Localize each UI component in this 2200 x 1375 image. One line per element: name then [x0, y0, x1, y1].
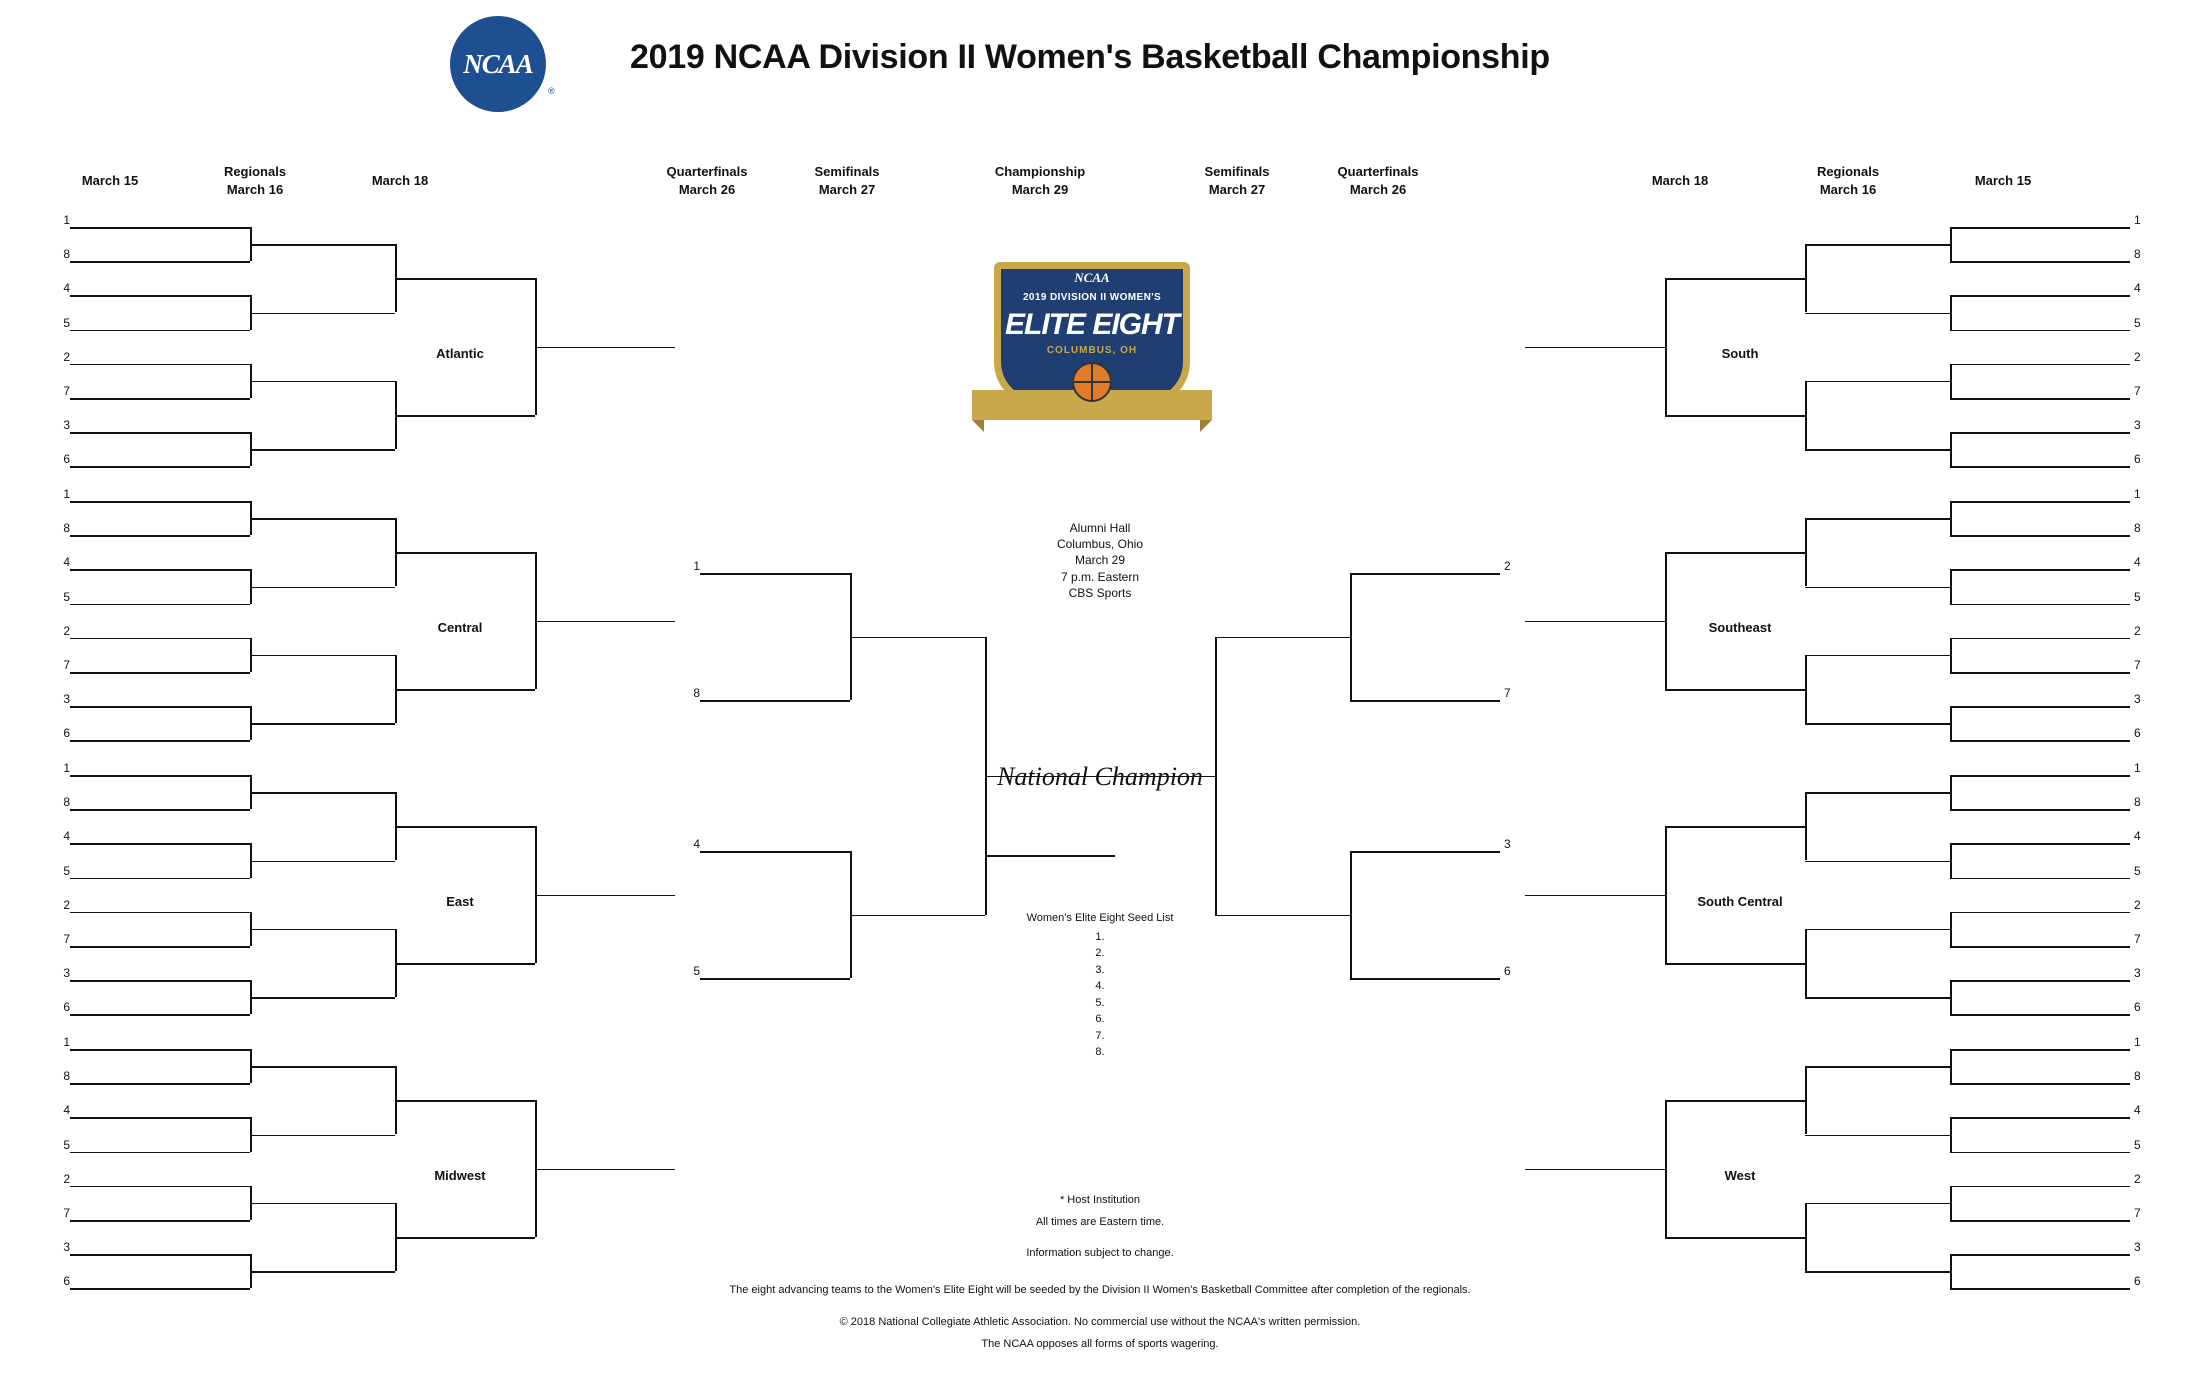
seed-list-item: 8.	[1095, 1046, 1105, 1058]
footer-seeding: The eight advancing teams to the Women's Elite Eight will be seeded by the Division II Women's Basketball Committee after completion of the regionals.	[729, 1284, 1471, 1296]
advance-line	[1665, 1100, 1805, 1102]
advance-line	[1805, 792, 1950, 794]
column-header-date: March 26	[1349, 181, 1407, 197]
bracket-connector	[1805, 655, 1807, 723]
advance-line	[250, 861, 395, 863]
bracket-connector	[1805, 1203, 1807, 1271]
seed-number-left: 8	[63, 521, 70, 536]
note-times: All times are Eastern time.	[1035, 1216, 1165, 1228]
seed-number-right: 5	[2134, 589, 2141, 604]
advance-line	[250, 313, 395, 315]
team-slot-line	[1950, 330, 2130, 332]
seed-number-right: 8	[2134, 795, 2141, 810]
advance-line	[1665, 826, 1805, 828]
quarterfinal-slot-line	[1350, 573, 1500, 575]
seed-number-right: 6	[2134, 726, 2141, 741]
team-slot-line	[70, 466, 250, 468]
team-slot-line	[1950, 1014, 2130, 1016]
advance-line	[1805, 1203, 1950, 1205]
bracket-connector	[1950, 1117, 1952, 1151]
advance-line	[395, 1237, 535, 1239]
advance-line	[395, 963, 535, 965]
team-slot-line	[70, 227, 250, 229]
quarterfinal-slot-line	[1350, 978, 1500, 980]
champion-line	[985, 855, 1115, 857]
team-slot-line	[1950, 1083, 2130, 1085]
seed-number-right: 4	[2134, 829, 2141, 844]
bracket-connector	[1950, 980, 1952, 1014]
note-host: * Host Institution	[1059, 1194, 1141, 1206]
bracket-connector	[1805, 1066, 1807, 1134]
advance-line	[250, 1135, 395, 1137]
advance-line	[250, 449, 395, 451]
advance-line	[1805, 1066, 1950, 1068]
team-slot-line	[70, 1254, 250, 1256]
seed-number-right: 7	[2134, 1206, 2141, 1220]
quarterfinal-seed-right: 3	[1504, 837, 1511, 851]
team-slot-line	[1950, 1254, 2130, 1256]
seed-number-left: 2	[63, 623, 70, 638]
column-header-date: March 15	[1974, 173, 2032, 188]
team-slot-line	[70, 1014, 250, 1016]
team-slot-line	[1950, 432, 2130, 434]
final-time: 7 p.m. Eastern	[1060, 569, 1140, 584]
seed-number-left: 6	[63, 1000, 70, 1015]
team-slot-line	[1950, 672, 2130, 674]
column-header-round: Semifinals	[814, 164, 880, 179]
column-header-round: Regionals	[1816, 164, 1880, 179]
team-slot-line	[70, 569, 250, 571]
region-label-southeast: Southeast	[1708, 620, 1772, 635]
bracket-connector	[1950, 295, 1952, 329]
seed-number-right: 2	[2134, 897, 2141, 912]
seed-number-right: 4	[2134, 555, 2141, 570]
advance-line	[250, 587, 395, 589]
bracket-connector	[1350, 851, 1352, 978]
team-slot-line	[1950, 466, 2130, 468]
column-header-round: Quarterfinals	[666, 164, 748, 179]
advance-line	[395, 552, 535, 554]
quarterfinal-slot-line	[700, 978, 850, 980]
seed-number-right: 3	[2134, 966, 2141, 981]
seed-number-left: 1	[63, 1035, 70, 1049]
quarterfinal-slot-line	[700, 700, 850, 702]
bracket-connector	[1950, 1186, 1952, 1220]
final-game-info	[900, 520, 1300, 601]
bracket-connector	[1805, 929, 1807, 997]
team-slot-line	[70, 946, 250, 948]
seed-list-item: 6.	[1095, 1013, 1105, 1025]
seed-number-left: 1	[63, 487, 70, 501]
bracket-connector	[1350, 573, 1352, 700]
seed-number-left: 6	[63, 452, 70, 467]
advance-line	[250, 929, 395, 931]
advance-line	[1665, 552, 1805, 554]
advance-line	[1805, 587, 1950, 589]
advance-line	[250, 655, 395, 657]
advance-line	[1805, 997, 1950, 999]
team-slot-line	[1950, 912, 2130, 914]
bracket-connector	[1950, 227, 1952, 261]
team-slot-line	[70, 1152, 250, 1154]
seed-number-left: 7	[63, 1206, 70, 1220]
team-slot-line	[1950, 843, 2130, 845]
seed-number-right: 5	[2134, 315, 2141, 330]
team-slot-line	[70, 672, 250, 674]
team-slot-line	[70, 501, 250, 503]
quarterfinal-slot-line	[1350, 700, 1500, 702]
bracket-connector	[1805, 244, 1807, 312]
column-header-round: Regionals	[223, 164, 287, 179]
seed-number-left: 3	[63, 692, 70, 707]
seed-number-left: 5	[63, 589, 70, 604]
column-header-date: March 18	[371, 173, 429, 188]
seed-number-left: 4	[63, 555, 70, 570]
team-slot-line	[70, 843, 250, 845]
advance-line	[250, 997, 395, 999]
advance-line	[395, 415, 535, 417]
seed-number-left: 3	[63, 966, 70, 981]
column-header-date: March 16	[1819, 181, 1877, 197]
advance-line	[1805, 313, 1950, 315]
team-slot-line	[70, 604, 250, 606]
team-slot-line	[70, 1220, 250, 1222]
advance-line	[1805, 449, 1950, 451]
team-slot-line	[70, 364, 250, 366]
seed-number-right: 2	[2134, 623, 2141, 638]
team-slot-line	[1950, 569, 2130, 571]
team-slot-line	[1950, 1220, 2130, 1222]
column-header-left-march18	[310, 172, 490, 190]
seed-list-item: 4.	[1095, 980, 1105, 992]
team-slot-line	[70, 295, 250, 297]
seed-number-left: 2	[63, 897, 70, 912]
bracket-connector	[1950, 569, 1952, 603]
seed-number-left: 5	[63, 1137, 70, 1152]
final-network: CBS Sports	[1068, 585, 1132, 600]
advance-line	[1805, 655, 1950, 657]
seed-number-right: 6	[2134, 1274, 2141, 1289]
seed-number-left: 3	[63, 1240, 70, 1255]
seed-list-item: 3.	[1095, 963, 1105, 976]
team-slot-line	[70, 878, 250, 880]
column-header-date: March 27	[1208, 181, 1266, 197]
team-slot-line	[1950, 980, 2130, 982]
advance-line	[395, 1100, 535, 1102]
region-label-west: West	[1724, 1168, 1756, 1183]
final-date: March 29	[1074, 553, 1126, 568]
advance-line	[250, 381, 395, 383]
seed-number-right: 7	[2134, 658, 2141, 672]
seed-number-right: 4	[2134, 1103, 2141, 1118]
seed-number-left: 6	[63, 726, 70, 741]
team-slot-line	[1950, 398, 2130, 400]
column-header-right-regionals	[1758, 163, 1938, 198]
seed-number-right: 4	[2134, 281, 2141, 296]
quarterfinal-seed-left: 8	[693, 686, 700, 700]
seed-number-left: 1	[63, 761, 70, 775]
advance-line	[395, 826, 535, 828]
region-label-east: East	[446, 894, 474, 909]
bracket-connector	[1950, 706, 1952, 740]
quarterfinal-slot-line	[700, 851, 850, 853]
team-slot-line	[1950, 364, 2130, 366]
seed-number-right: 7	[2134, 384, 2141, 398]
advance-line	[1805, 723, 1950, 725]
region-label-south: South	[1721, 346, 1759, 361]
seed-number-right: 2	[2134, 1171, 2141, 1186]
advance-line	[1805, 381, 1950, 383]
team-slot-line	[70, 1117, 250, 1119]
team-slot-line	[70, 775, 250, 777]
seed-number-left: 1	[63, 213, 70, 227]
seed-number-right: 1	[2134, 213, 2141, 227]
team-slot-line	[70, 330, 250, 332]
team-slot-line	[1950, 1117, 2130, 1119]
quarterfinal-slot-line	[1350, 851, 1500, 853]
column-header-right-march15	[1913, 172, 2093, 190]
column-header-round: Quarterfinals	[1337, 164, 1419, 179]
footer-copyright: © 2018 National Collegiate Athletic Association. No commercial use without the NCAA's written permission.	[839, 1316, 1361, 1328]
bracket-connector	[1950, 638, 1952, 672]
seed-number-right: 3	[2134, 418, 2141, 433]
team-slot-line	[70, 740, 250, 742]
bracket-connector	[1950, 843, 1952, 877]
elite-eight-logo	[972, 262, 1212, 442]
team-slot-line	[1950, 1049, 2130, 1051]
team-slot-line	[1950, 638, 2130, 640]
quarterfinal-seed-left: 1	[693, 559, 700, 573]
team-slot-line	[1950, 775, 2130, 777]
column-header-date: March 29	[1011, 181, 1069, 197]
advance-line	[1665, 278, 1805, 280]
advance-line	[1665, 1237, 1805, 1239]
advance-line	[250, 518, 395, 520]
region-label-central: Central	[437, 620, 483, 635]
bracket-connector	[1950, 775, 1952, 809]
semifinal-line	[1215, 637, 1350, 639]
seed-number-right: 3	[2134, 1240, 2141, 1255]
team-slot-line	[1950, 295, 2130, 297]
region-label-atlantic: Atlantic	[436, 346, 484, 361]
advance-line	[1805, 929, 1950, 931]
team-slot-line	[1950, 946, 2130, 948]
team-slot-line	[1950, 1186, 2130, 1188]
seed-number-right: 8	[2134, 521, 2141, 536]
seed-number-right: 6	[2134, 1000, 2141, 1015]
seed-list-heading: Women's Elite Eight Seed List	[1026, 912, 1174, 924]
team-slot-line	[70, 1049, 250, 1051]
team-slot-line	[70, 706, 250, 708]
column-header-date: March 16	[226, 181, 284, 197]
team-slot-line	[70, 638, 250, 640]
column-header-date: March 26	[678, 181, 736, 197]
team-slot-line	[1950, 740, 2130, 742]
seed-number-right: 3	[2134, 692, 2141, 707]
bracket-connector	[1950, 1049, 1952, 1083]
advance-line	[1665, 689, 1805, 691]
seed-number-left: 4	[63, 1103, 70, 1118]
column-header-semifinals-left	[757, 163, 937, 198]
basketball-icon	[1072, 362, 1112, 402]
team-slot-line	[1950, 535, 2130, 537]
seed-number-left: 4	[63, 829, 70, 844]
bracket-connector	[1950, 912, 1952, 946]
seed-number-right: 1	[2134, 761, 2141, 775]
advance-line	[250, 723, 395, 725]
seed-number-left: 2	[63, 349, 70, 364]
advance-line	[250, 792, 395, 794]
seed-number-left: 8	[63, 1069, 70, 1084]
seed-number-left: 8	[63, 795, 70, 810]
elite-eight-title: ELITE EIGHT	[1004, 308, 1179, 341]
advance-line	[1805, 861, 1950, 863]
advance-line	[1665, 415, 1805, 417]
seed-number-left: 5	[63, 315, 70, 330]
seed-number-left: 4	[63, 281, 70, 296]
seed-number-right: 5	[2134, 1137, 2141, 1152]
ncaa-logo-icon	[450, 16, 546, 112]
team-slot-line	[70, 432, 250, 434]
quarterfinal-seed-right: 6	[1504, 964, 1511, 978]
bracket-connector	[1805, 381, 1807, 449]
advance-line	[250, 1203, 395, 1205]
column-header-championship	[950, 163, 1130, 198]
page-title: 2019 NCAA Division II Women's Basketball Championship	[630, 38, 1550, 76]
advance-line	[1805, 1271, 1950, 1273]
seed-list-item: 5.	[1095, 996, 1105, 1009]
bracket-connector	[1805, 518, 1807, 586]
team-slot-line	[1950, 261, 2130, 263]
seed-number-right: 2	[2134, 349, 2141, 364]
bracket-connector	[1950, 501, 1952, 535]
advance-line	[395, 278, 535, 280]
seed-number-left: 5	[63, 863, 70, 878]
advance-line	[250, 1271, 395, 1273]
team-slot-line	[70, 912, 250, 914]
column-header-quarterfinals-right	[1288, 163, 1468, 198]
bracket-connector	[1950, 364, 1952, 398]
advance-line	[250, 1066, 395, 1068]
final-venue: Alumni Hall	[1069, 521, 1131, 535]
quarterfinal-slot-line	[700, 573, 850, 575]
team-slot-line	[70, 1083, 250, 1085]
team-slot-line	[1950, 227, 2130, 229]
team-slot-line	[70, 261, 250, 263]
bracket-connector	[1805, 792, 1807, 860]
column-header-date: March 15	[81, 173, 139, 188]
team-slot-line	[1950, 604, 2130, 606]
region-label-south-central: South Central	[1697, 894, 1783, 909]
team-slot-line	[70, 809, 250, 811]
national-champion-label: National Champion	[997, 762, 1203, 791]
seed-number-right: 8	[2134, 1069, 2141, 1084]
semifinal-line	[850, 637, 985, 639]
column-header-date: March 27	[818, 181, 876, 197]
region-label-midwest: Midwest	[434, 1168, 486, 1183]
quarterfinal-seed-right: 7	[1504, 686, 1511, 700]
seed-number-left: 7	[63, 384, 70, 398]
page-header	[0, 0, 2200, 110]
seed-number-left: 2	[63, 1171, 70, 1186]
team-slot-line	[1950, 501, 2130, 503]
team-slot-line	[70, 535, 250, 537]
team-slot-line	[1950, 1152, 2130, 1154]
advance-line	[1805, 1135, 1950, 1137]
seed-number-right: 1	[2134, 1035, 2141, 1049]
team-slot-line	[70, 398, 250, 400]
column-header-round: Semifinals	[1204, 164, 1270, 179]
advance-line	[1805, 244, 1950, 246]
seed-number-right: 8	[2134, 247, 2141, 262]
seed-list-item: 2.	[1095, 947, 1105, 959]
quarterfinal-seed-right: 2	[1504, 559, 1511, 573]
seed-number-left: 7	[63, 932, 70, 946]
seed-number-left: 8	[63, 247, 70, 262]
elite-eight-ncaa-text: NCAA	[1074, 270, 1110, 285]
final-city: Columbus, Ohio	[1056, 537, 1144, 552]
seed-list-item: 1.	[1095, 930, 1105, 943]
team-slot-line	[70, 980, 250, 982]
advance-line	[1805, 518, 1950, 520]
team-slot-line	[1950, 809, 2130, 811]
elite-eight-subtitle: 2019 DIVISION II WOMEN'S	[1022, 292, 1162, 303]
seed-number-right: 6	[2134, 452, 2141, 467]
ncaa-logo-text: NCAA	[463, 48, 533, 79]
advance-line	[1665, 963, 1805, 965]
seed-number-right: 1	[2134, 487, 2141, 501]
seed-number-left: 7	[63, 658, 70, 672]
ncaa-registered-mark: ®	[548, 86, 555, 96]
note-subject: Information subject to change.	[1026, 1247, 1174, 1259]
advance-line	[395, 689, 535, 691]
column-header-date: March 18	[1651, 173, 1709, 188]
team-slot-line	[70, 1186, 250, 1188]
team-slot-line	[1950, 878, 2130, 880]
bracket-connector	[1950, 432, 1952, 466]
column-header-right-march18	[1590, 172, 1770, 190]
seed-number-right: 7	[2134, 932, 2141, 946]
quarterfinal-seed-left: 5	[693, 964, 700, 978]
advance-line	[250, 244, 395, 246]
seed-number-right: 5	[2134, 863, 2141, 878]
elite-eight-city: COLUMBUS, OH	[1046, 345, 1138, 356]
column-header-round: Championship	[994, 164, 1086, 179]
footer-wagering: The NCAA opposes all forms of sports wagering.	[981, 1338, 1219, 1350]
seed-number-left: 6	[63, 1274, 70, 1289]
seed-list-item: 7.	[1095, 1029, 1105, 1042]
elite-eight-seed-list	[920, 910, 1280, 1061]
quarterfinal-seed-left: 4	[693, 837, 700, 851]
team-slot-line	[1950, 706, 2130, 708]
seed-number-left: 3	[63, 418, 70, 433]
